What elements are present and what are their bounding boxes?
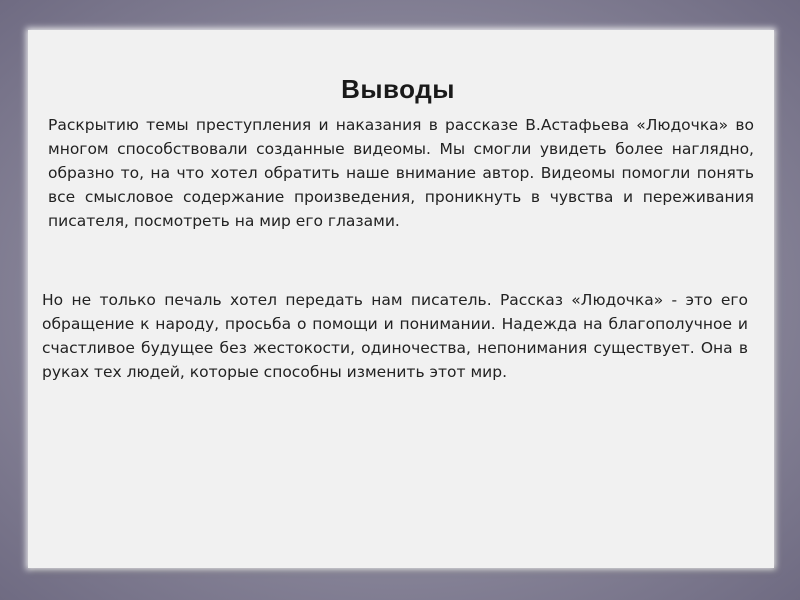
- paragraph-message: Но не только печаль хотел передать нам писатель. Рассказ «Людочка» - это его обращение к народу, просьба о помощи и понимании. Надежда на благополучное и счастливое будущее без жестокости, одиночества, непонимания существует. Она в руках тех людей, которые способны изменить этот мир.: [42, 291, 748, 381]
- paragraph-conclusions: Раскрытию темы преступления и наказания в рассказе В.Астафьева «Людочка» во многом способствовали созданные видеомы. Мы смогли увидеть более наглядно, образно то, на что хотел обратить наше внимание автор. Видеомы помогли понять все смысловое содержание произведения, проникнуть в чувства и переживания писателя, посмотреть на мир его глазами.: [48, 116, 754, 230]
- slide: [28, 30, 774, 568]
- slide-title: Выводы: [341, 74, 455, 104]
